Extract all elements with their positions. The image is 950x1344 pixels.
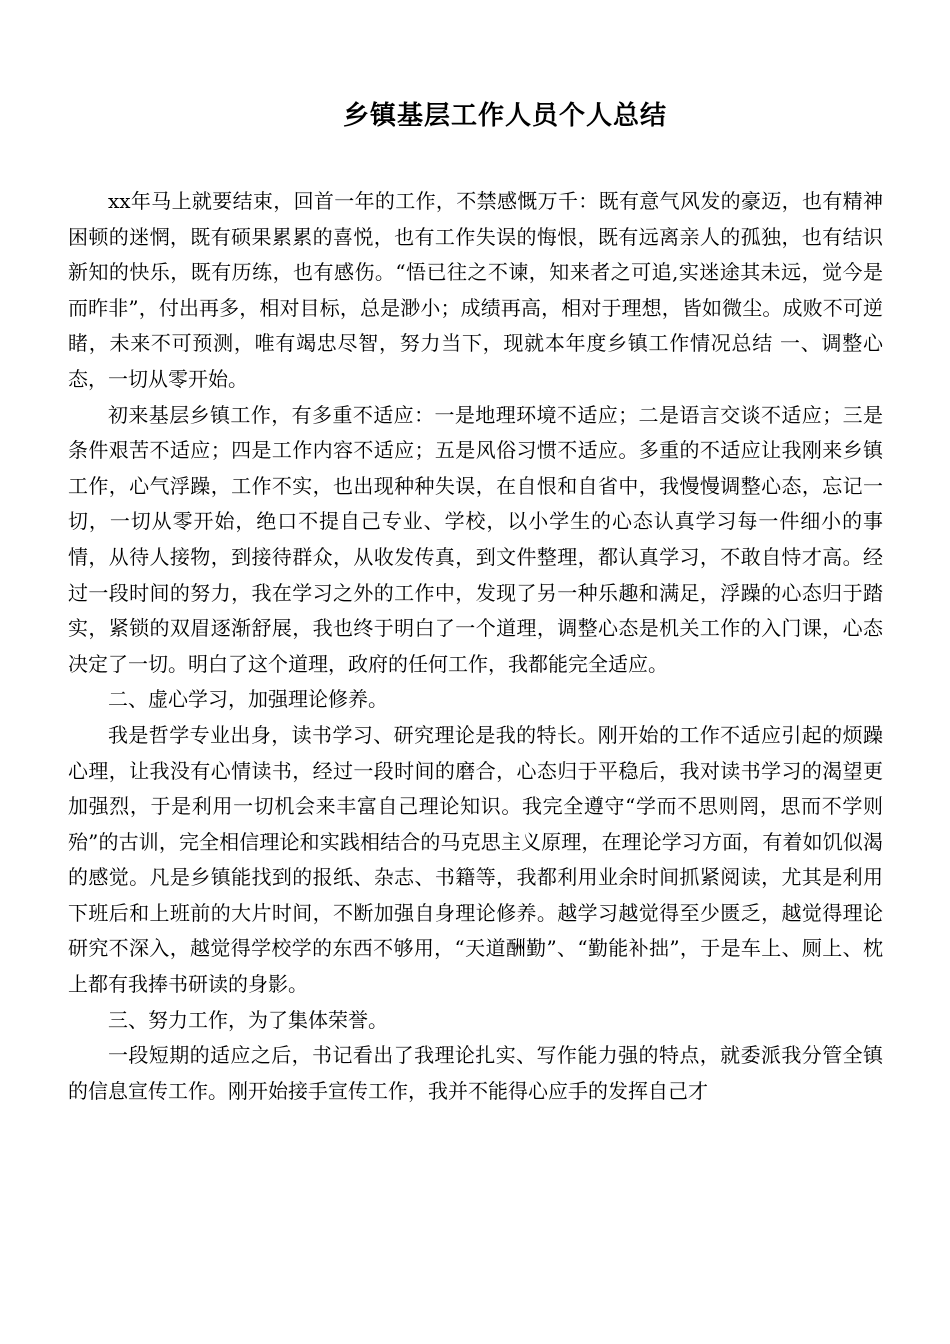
- paragraph-work: 一段短期的适应之后，书记看出了我理论扎实、写作能力强的特点，就委派我分管全镇的信息宣传工作。刚开始接手宣传工作，我并不能得心应手的发挥自己才: [68, 1043, 883, 1103]
- section-heading-work: 三、努力工作，为了集体荣誉。: [108, 1007, 388, 1032]
- document-title: 乡镇基层工作人员个人总结: [342, 101, 667, 131]
- section-heading-study: 二、虚心学习，加强理论修养。: [108, 687, 388, 712]
- document-body: [68, 184, 883, 1109]
- paragraph-intro: xx年马上就要结束，回首一年的工作，不禁感慨万千：既有意气风发的豪迈，也有精神困顿的迷惘，既有硕果累累的喜悦，也有工作失误的悔恨，既有远离亲人的孤独，也有结识新知的快乐，既有历练，也有感伤。“悟已往之不谏，知来者之可追,实迷途其未远，觉今是而昨非”，付出再多，相对目标，总是渺小；成绩再高，相对于理想，皆如微尘。成败不可逆睹，未来不可预测，唯有竭忠尽智，努力当下，现就本年度乡镇工作情况总结 一、调整心态，一切从零开始。: [68, 189, 883, 391]
- paragraph-adjust-mindset: 初来基层乡镇工作，有多重不适应：一是地理环境不适应；二是语言交谈不适应；三是条件艰苦不适应；四是工作内容不适应；五是风俗习惯不适应。多重的不适应让我刚来乡镇工作，心气浮躁，工作不实，也出现种种失误，在自恨和自省中，我慢慢调整心态，忘记一切，一切从零开始，绝口不提自己专业、学校，以小学生的心态认真学习每一件细小的事情，从待人接物，到接待群众，从收发传真，到文件整理，都认真学习，不敢自恃才高。经过一段时间的努力，我在学习之外的工作中，发现了另一种乐趣和满足，浮躁的心态归于踏实，紧锁的双眉逐渐舒展，我也终于明白了一个道理，调整心态是机关工作的入门课，心态决定了一切。明白了这个道理，政府的任何工作，我都能完全适应。: [68, 402, 883, 676]
- paragraph-study: 我是哲学专业出身，读书学习、研究理论是我的特长。刚开始的工作不适应引起的烦躁心理，让我没有心情读书，经过一段时间的磨合，心态归于平稳后，我对读书学习的渴望更加强烈，于是利用一切机会来丰富自己理论知识。我完全遵守“学而不思则罔，思而不学则殆”的古训，完全相信理论和实践相结合的马克思主义原理，在理论学习方面，有着如饥似渴的感觉。凡是乡镇能找到的报纸、杂志、书籍等，我都利用业余时间抓紧阅读，尤其是利用下班后和上班前的大片时间，不断加强自身理论修养。越学习越觉得至少匮乏，越觉得理论研究不深入，越觉得学校学的东西不够用，“天道酬勤”、“勤能补拙”，于是车上、厕上、枕上都有我捧书研读的身影。: [68, 722, 883, 997]
